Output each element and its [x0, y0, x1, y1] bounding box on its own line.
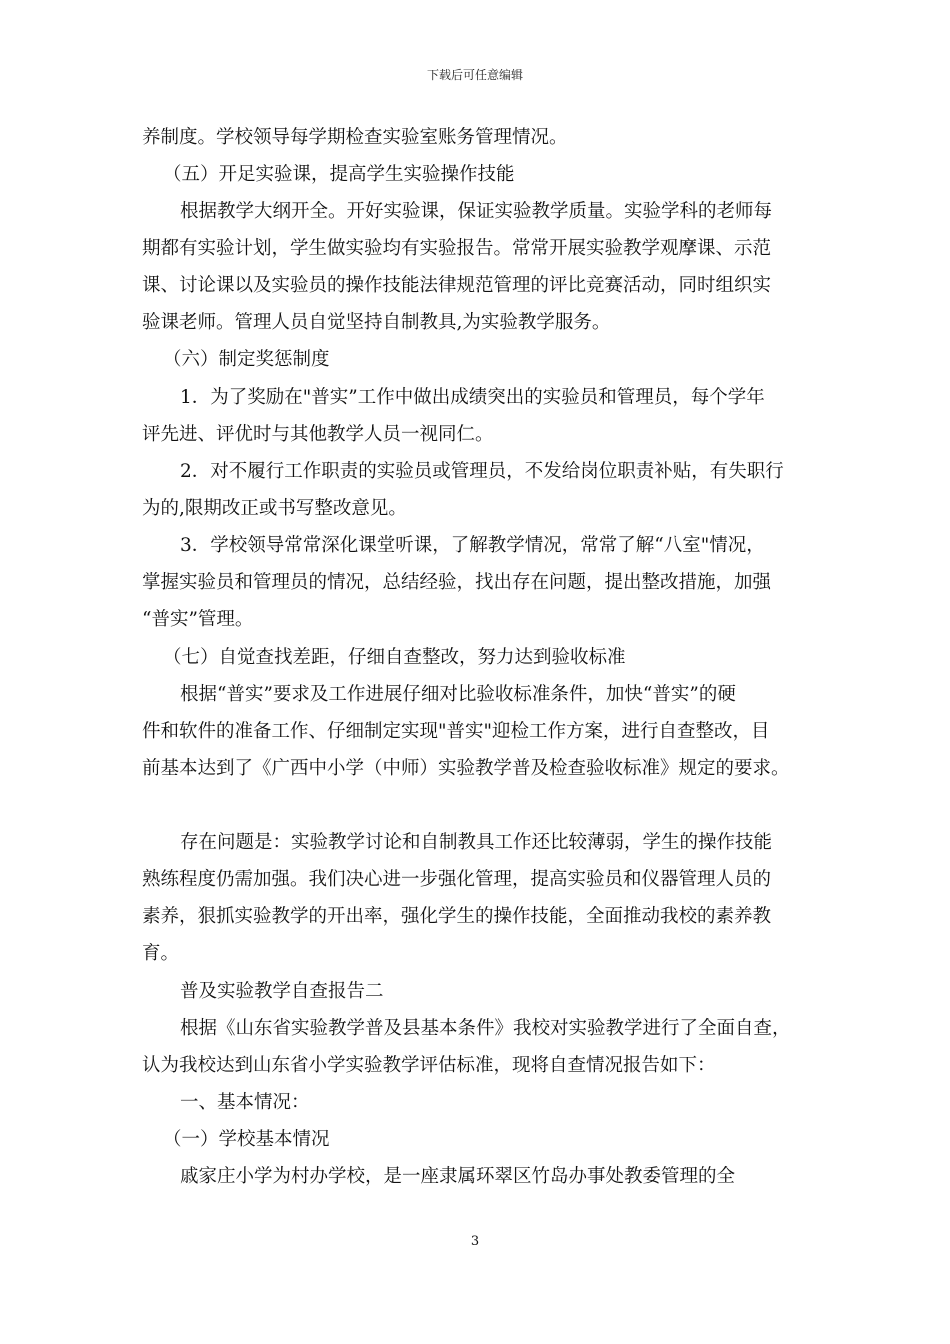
- body-line: 育。: [142, 943, 180, 964]
- body-line: 件和软件的准备工作、仔细制定实现"普实"迎检工作方案，进行自查整改，目: [142, 721, 770, 742]
- section-heading-7: （七）自觉查找差距，仔细自查整改，努力达到验收标准: [163, 647, 626, 668]
- section-heading-5: （五）开足实验课，提高学生实验操作技能: [163, 164, 515, 185]
- body-line: 1．为了奖励在"普实”工作中做出成绩突出的实验员和管理员，每个学年: [180, 387, 765, 408]
- subsection-heading: （一）学校基本情况: [163, 1129, 330, 1150]
- body-line: 评先进、评优时与其他教学人员一视同仁。: [142, 424, 494, 445]
- body-line: 掌握实验员和管理员的情况，总结经验，找出存在问题，提出整改措施，加强: [142, 572, 772, 593]
- body-line: 3．学校领导常常深化课堂听课，了解教学情况，常常了解“八室"情况，: [180, 535, 765, 556]
- body-line: 验课老师。管理人员自觉坚持自制教具,为实验教学服务。: [142, 312, 611, 333]
- body-line: 根据《山东省实验教学普及县基本条件》我校对实验教学进行了全面自查，: [180, 1018, 791, 1039]
- body-line: 戚家庄小学为村办学校，是一座隶属环翠区竹岛办事处教委管理的全: [180, 1166, 736, 1187]
- body-line: 2．对不履行工作职责的实验员或管理员，不发给岗位职责补贴，有失职行: [180, 461, 784, 482]
- body-line: 前基本达到了《广西中小学（中师）实验教学普及检查验收标准》规定的要求。: [142, 758, 790, 779]
- body-line: 养制度。学校领导每学期检查实验室账务管理情况。: [142, 127, 568, 148]
- page-header: 下载后可任意编辑: [426, 68, 523, 82]
- body-line: 课、讨论课以及实验员的操作技能法律规范管理的评比竞赛活动，同时组织实: [142, 275, 772, 296]
- body-line: 根据教学大纲开全。开好实验课，保证实验教学质量。实验学科的老师每: [180, 201, 773, 222]
- body-line: 素养，狠抓实验教学的开出率，强化学生的操作技能，全面推动我校的素养教: [142, 906, 772, 927]
- body-line: “普实”管理。: [142, 609, 254, 630]
- report-title: 普及实验教学自查报告二: [180, 981, 384, 1002]
- body-line: 存在问题是：实验教学讨论和自制教具工作还比较薄弱，学生的操作技能: [180, 832, 773, 853]
- page-number: 3: [470, 1234, 480, 1249]
- body-line: 期都有实验计划，学生做实验均有实验报告。常常开展实验教学观摩课、示范: [142, 238, 772, 259]
- section-heading-1: 一、基本情况：: [180, 1092, 310, 1113]
- section-heading-6: （六）制定奖惩制度: [163, 349, 330, 370]
- body-line: 根据“普实”要求及工作进展仔细对比验收标准条件，加快“普实”的硬: [180, 684, 736, 705]
- body-line: 认为我校达到山东省小学实验教学评估标准，现将自查情况报告如下：: [142, 1055, 716, 1076]
- body-line: 为的,限期改正或书写整改意见。: [142, 498, 407, 519]
- body-line: 熟练程度仍需加强。我们决心进一步强化管理，提高实验员和仪器管理人员的: [142, 869, 772, 890]
